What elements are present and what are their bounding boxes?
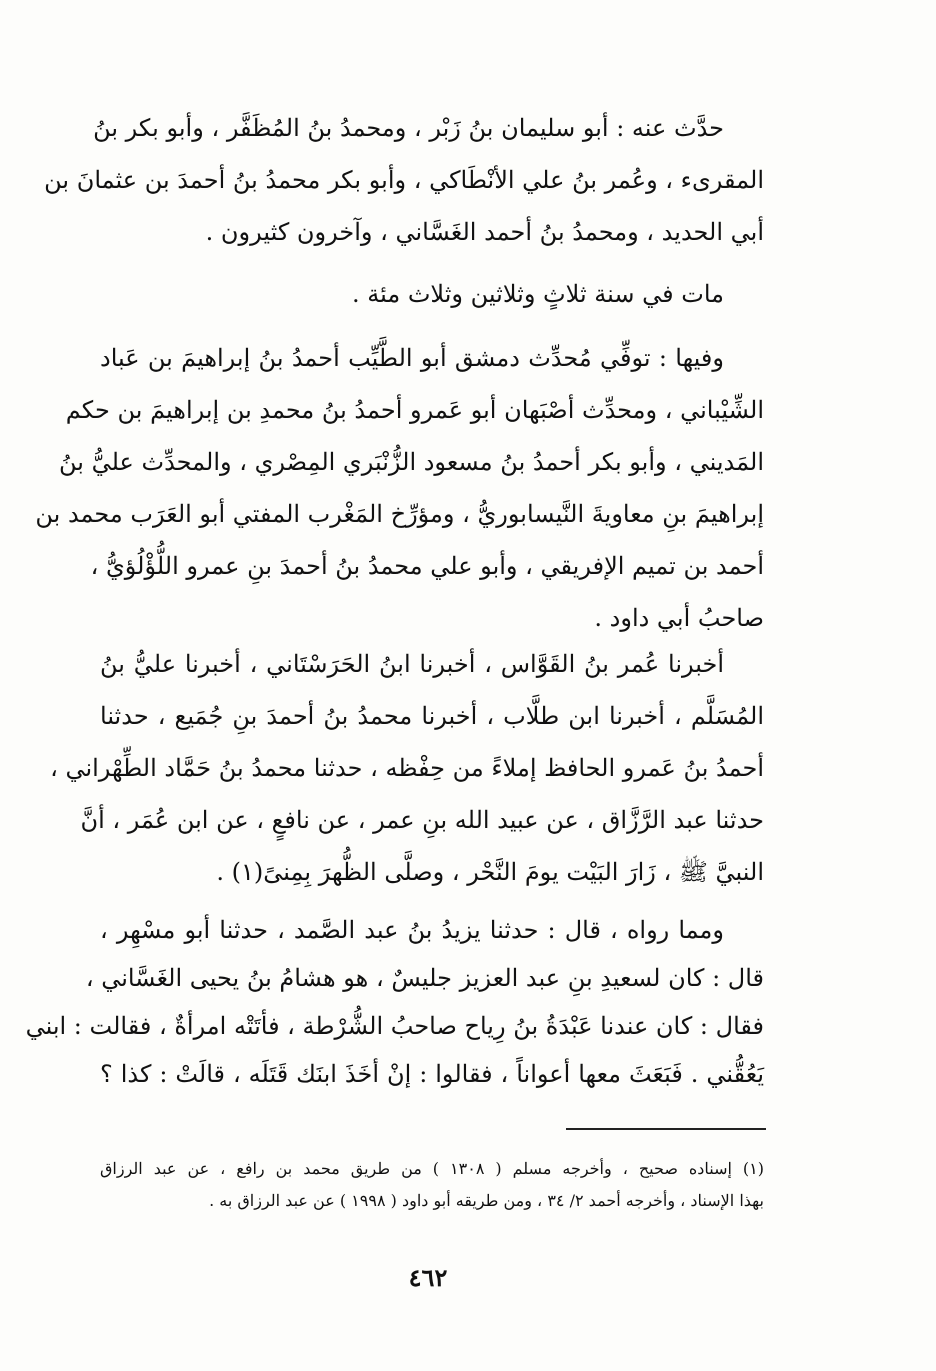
text-line: إبراهيمَ بنِ معاويةَ النَّيسابوريُّ ، ومؤرِّخ المَغْرب المفتي أبو العَرَب محمد بن xyxy=(35,500,764,528)
text-line: قال : كان لسعيدِ بنِ عبد العزيز جليسٌ ، هو هشامُ بنُ يحيى الغَسَّاني ، xyxy=(85,964,764,992)
footnote-line: بهذا الإسناد ، وأخرجه أحمد ٢/ ٣٤ ، ومن طريقه أبو داود ( ١٩٩٨ ) عن عبد الرزاق به . xyxy=(209,1191,764,1210)
text-line: الشِّيْباني ، ومحدِّث أصْبَهان أبو عَمرو أحمدُ بنُ محمدِ بن إبراهيمَ بن حكم xyxy=(65,396,764,424)
text-line: حدثنا عبد الرَّزَّاق ، عن عبيد الله بنِ عمر ، عن نافعٍ ، عن ابن عُمَر ، أنَّ xyxy=(80,806,764,834)
text-line: يَعُقُّني . فَبَعَثَ معها أعواناً ، فقالوا : إنْ أخَذَ ابنَك قَتَلَه ، قالَتْ : كذا ؟ xyxy=(100,1060,764,1088)
text-line: حدَّث عنه : أبو سليمان بنُ زَبْر ، ومحمدُ بنُ المُظَفَّر ، وأبو بكر بنُ xyxy=(93,114,724,142)
text-line: أبي الحديد ، ومحمدُ بنُ أحمد الغَسَّاني ، وآخرون كثيرون . xyxy=(205,218,764,246)
footnote-separator xyxy=(566,1128,766,1130)
text-line: فقال : كان عندنا عَبْدَةُ بنُ رِياح صاحبُ الشُّرْطة ، فأتَتْه امرأةٌ ، فقالت : ابني xyxy=(25,1012,764,1040)
text-line: ومما رواه ، قال : حدثنا يزيدُ بنُ عبد الصَّمد ، حدثنا أبو مسْهِر ، xyxy=(100,916,724,944)
text-line: المقرىء ، وعُمر بنُ علي الأنْطَاكي ، وأبو بكر محمدُ بنُ أحمدَ بن عثمانَ بن xyxy=(44,166,764,194)
text-line: المَديني ، وأبو بكر أحمدُ بنُ مسعود الزُّنْبَري المِصْري ، والمحدِّث عليُّ بنُ xyxy=(59,448,764,476)
footnote-line: (١) إسناده صحيح ، وأخرجه مسلم ( ١٣٠٨ ) من طريق محمد بن رافع ، عن عبد الرزاق xyxy=(100,1159,765,1178)
text-line: أحمدُ بنُ عَمرو الحافظ إملاءً من حِفْظه ، حدثنا محمدُ بنُ حَمَّاد الطِّهْراني ، xyxy=(50,754,764,782)
text-line: أحمد بن تميم الإفريقي ، وأبو علي محمدُ بنُ أحمدَ بنِ عمرو اللُّؤْلُؤيُّ ، xyxy=(90,552,764,580)
text-line: وفيها : توفِّي مُحدِّث دمشق أبو الطَّيِّب أحمدُ بنُ إبراهيمَ بن عَباد xyxy=(100,344,724,372)
text-line: المُسَلَّم ، أخبرنا ابن طلَّاب ، أخبرنا محمدُ بنُ أحمدَ بنِ جُمَيع ، حدثنا xyxy=(100,702,764,730)
text-line: مات في سنة ثلاثٍ وثلاثين وثلاث مئة . xyxy=(351,280,724,308)
page-number: ٤٦٢ xyxy=(408,1263,448,1292)
text-line: النبيَّ ﷺ ، زَارَ البَيْت يومَ النَّحْر ، وصلَّى الظُّهرَ بِمِنىً(١) . xyxy=(216,858,764,886)
text-line: صاحبُ أبي داود . xyxy=(594,604,764,632)
text-line: أخبرنا عُمر بنُ القَوَّاس ، أخبرنا ابنُ الحَرَسْتَاني ، أخبرنا عليُّ بنُ xyxy=(100,650,724,678)
